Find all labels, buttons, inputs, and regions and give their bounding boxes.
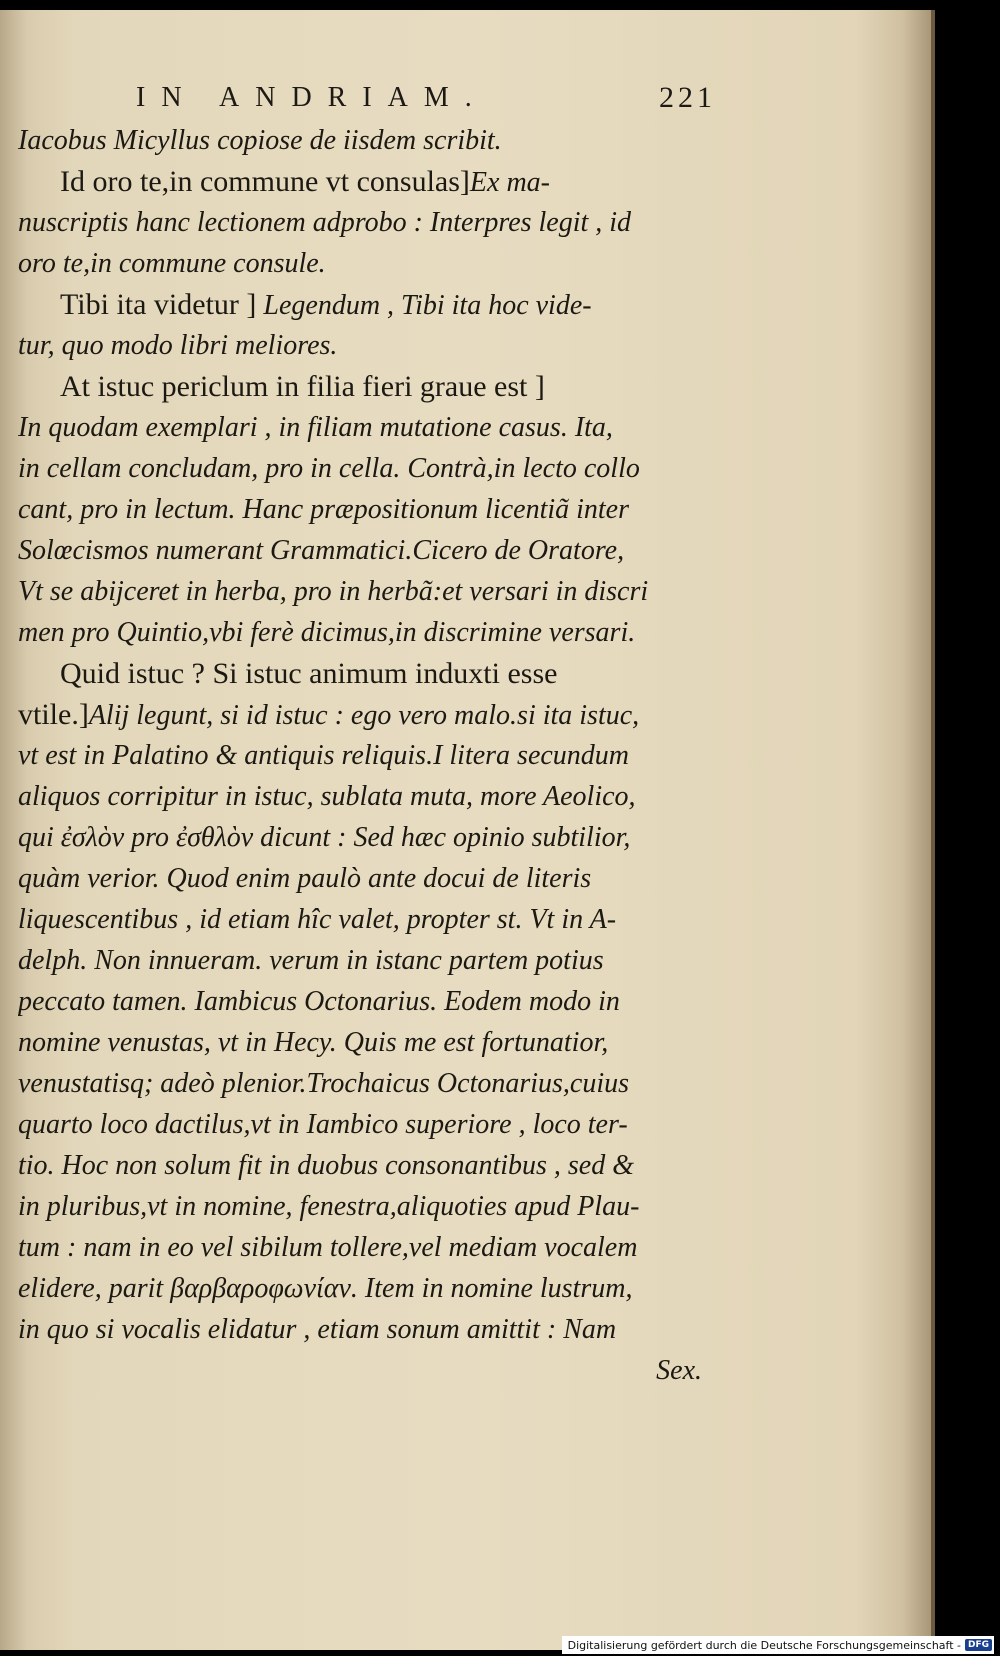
credit-text: Digitalisierung gefördert durch die Deutsche Forschungsgemeinschaft - <box>567 1638 961 1652</box>
lemma-text: At istuc periclum in filia fieri graue est ] <box>60 370 545 403</box>
text-line <box>18 735 708 776</box>
running-header <box>136 78 716 118</box>
commentary-text: cant, pro in lectum. Hanc præpositionum licentiã inter <box>18 494 630 525</box>
commentary-text: in quo si vocalis elidatur , etiam sonum amittit : Nam <box>18 1314 617 1345</box>
commentary-text: venustatisq; adeò plenior.Trochaicus Octonarius,cuius <box>18 1068 630 1099</box>
text-line <box>18 1186 708 1227</box>
text-line <box>18 1145 708 1186</box>
book-page <box>0 10 935 1650</box>
commentary-text: qui ἐσλὸν pro ἐσθλὸν dicunt : Sed hæc opinio subtilior, <box>18 822 631 853</box>
text-line <box>18 1227 708 1268</box>
lemma-text: Tibi ita videtur ] <box>60 288 257 321</box>
dfg-logo-icon: DFG <box>965 1639 992 1651</box>
text-line <box>18 448 708 489</box>
commentary-text: delph. Non innueram. verum in istanc partem potius <box>18 945 604 976</box>
commentary-text: oro te,in commune consule. <box>18 248 326 279</box>
commentary-text: quàm verior. Quod enim paulò ante docui de literis <box>18 863 592 894</box>
text-line <box>18 571 708 612</box>
commentary-text: Alij legunt, si id istuc : ego vero malo.si ita istuc, <box>88 700 640 731</box>
commentary-text: In quodam exemplari , in filiam mutatione casus. Ita, <box>18 412 613 443</box>
commentary-text: liquescentibus , id etiam hîc valet, propter st. Vt in A- <box>18 904 617 935</box>
running-title: IN ANDRIAM. <box>136 82 488 113</box>
commentary-text: nomine venustas, vt in Hecy. Quis me est fortunatior, <box>18 1027 609 1058</box>
text-line <box>18 1309 708 1350</box>
commentary-text: in pluribus,vt in nomine, fenestra,aliquoties apud Plau- <box>18 1191 640 1222</box>
commentary-text: aliquos corripitur in istuc, sublata muta, more Aeolico, <box>18 781 636 812</box>
commentary-text: Vt se abijceret in herba, pro in herbã:et versari in discri <box>18 576 649 607</box>
text-line <box>18 202 708 243</box>
lemma-text: vtile.] <box>18 698 89 731</box>
text-line <box>18 243 708 284</box>
commentary-text: tur, quo modo libri meliores. <box>18 330 338 361</box>
commentary-text: elidere, parit βαρβαροφωνίαν. Item in nomine lustrum, <box>18 1273 633 1304</box>
commentary-text: Ex ma- <box>469 167 550 198</box>
commentary-text: tio. Hoc non solum fit in duobus consonantibus , sed & <box>18 1150 634 1181</box>
commentary-text: men pro Quintio,vbi ferè dicimus,in discrimine versari. <box>18 617 636 648</box>
text-line <box>18 981 708 1022</box>
page-number: 221 <box>659 81 716 114</box>
text-line <box>18 694 708 735</box>
commentary-text: tum : nam in eo vel sibilum tollere,vel mediam vocalem <box>18 1232 638 1263</box>
text-line <box>18 776 708 817</box>
text-line <box>18 120 708 161</box>
commentary-text: Iacobus Micyllus copiose de iisdem scribit. <box>18 125 502 156</box>
text-line <box>18 653 708 694</box>
lemma-text: Id oro te,in commune vt consulas] <box>60 165 470 198</box>
text-line <box>18 858 708 899</box>
text-line <box>18 1022 708 1063</box>
commentary-text: Sex. <box>656 1355 702 1386</box>
commentary-text: peccato tamen. Iambicus Octonarius. Eodem modo in <box>18 986 620 1017</box>
text-line <box>18 940 708 981</box>
commentary-text: Solœcismos numerant Grammatici.Cicero de Oratore, <box>18 535 625 566</box>
text-line <box>18 1268 708 1309</box>
text-line <box>18 1063 708 1104</box>
text-line <box>18 284 708 325</box>
body-text <box>18 120 708 1391</box>
text-line <box>18 366 708 407</box>
commentary-text: quarto loco dactilus,vt in Iambico superiore , loco ter- <box>18 1109 628 1140</box>
lemma-text: Quid istuc ? Si istuc animum induxti esse <box>60 657 558 690</box>
text-line <box>18 161 708 202</box>
commentary-text: nuscriptis hanc lectionem adprobo : Interpres legit , id <box>18 207 632 238</box>
text-line <box>18 899 708 940</box>
text-line <box>18 1104 708 1145</box>
commentary-text: Legendum , Tibi ita hoc vide- <box>256 290 592 321</box>
text-line <box>18 1350 708 1391</box>
text-line <box>18 407 708 448</box>
text-line <box>18 530 708 571</box>
text-line <box>18 817 708 858</box>
commentary-text: in cellam concludam, pro in cella. Contrà,in lecto collo <box>18 453 640 484</box>
commentary-text: vt est in Palatino & antiquis reliquis.I litera secundum <box>18 740 630 771</box>
text-line <box>18 489 708 530</box>
text-line <box>18 325 708 366</box>
digitization-credit <box>562 1636 994 1654</box>
text-line <box>18 612 708 653</box>
